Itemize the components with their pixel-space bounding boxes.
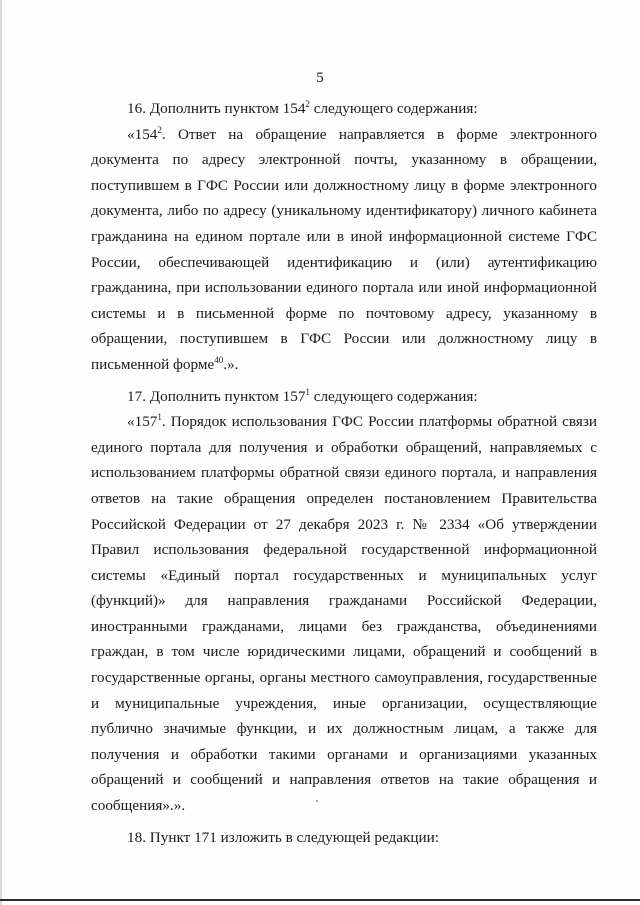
document-body [91,96,597,850]
item-17-body-text: . Порядок использования ГФС России платформы обратной связи единого портала для получения и обработки обращений, направляемых с использованием платформы обратной связи единого портала, и направления ответов на такие обращения определен постановлением Правительства Российской Федерации от 27 декабря 2023 г. № 2334 «Об утверждении Правил использования федеральной государственной информационной системы «Единый портал государственных и муниципальных услуг (функций)» для направления гражданами Российской Федерации, иностранными гражданами, лицами без гражданства, объединениями граждан, в том числе юридическими лицами, обращений и сообщений в государственные органы, органы местного самоуправления, государственные и муниципальные учреждения, иные организации, осуществляющие публично значимые функции, и их должностным лицам, а также для получения и обработки такими органами и организациями указанных обращений и сообщений и направления ответов на такие обращения и сообщения».». [91,413,597,815]
scan-bottom-edge [0,899,640,901]
footnote-40-ref: 40 [214,354,224,365]
item-16-heading-tail: следующего содержания: [309,100,478,117]
item-17-heading-main: 17. Дополнить пунктом 157 [127,387,306,405]
item-16-heading [91,96,597,122]
item-17-body-pre: «157 [127,413,158,431]
page-number: 5 [316,70,324,86]
item-16-heading-sup: 2 [305,99,310,109]
scan-left-edge [0,0,2,905]
item-16-body-pre: «154 [127,125,158,143]
item-17-heading-sup: 1 [305,386,310,397]
item-16-body [91,122,597,378]
item-17-heading [91,384,597,410]
item-17-body [91,409,597,819]
item-16-body-text: . Ответ на обращение направляется в форме электронного документа по адресу электронной почты, указанному в обращении, поступившем в ГФС России или должностному лицу в форме электронного документа, либо по адресу (уникальному идентификатору) личного кабинета гражданина на едином портале или в иной информационной системе ГФС России, обеспечивающей идентификацию и (или) аутентификацию гражданина, при использовании единого портала или иной информационной системы и в письменной форме по почтовому адресу, указанному в обращении, поступившем в ГФС России или должностному лицу в письменной форме [91,125,597,373]
item-16-heading-main: 16. Дополнить пунктом 154 [127,100,306,117]
item-16-body-sup: 2 [157,124,162,135]
item-17-heading-tail: следующего содержания: [309,387,478,405]
item-17-body-sup: 1 [157,412,162,423]
scan-speck [316,800,318,802]
item-16-body-end: .». [223,355,239,373]
item-18-heading: 18. Пункт 171 изложить в следующей редакции: [127,828,440,846]
